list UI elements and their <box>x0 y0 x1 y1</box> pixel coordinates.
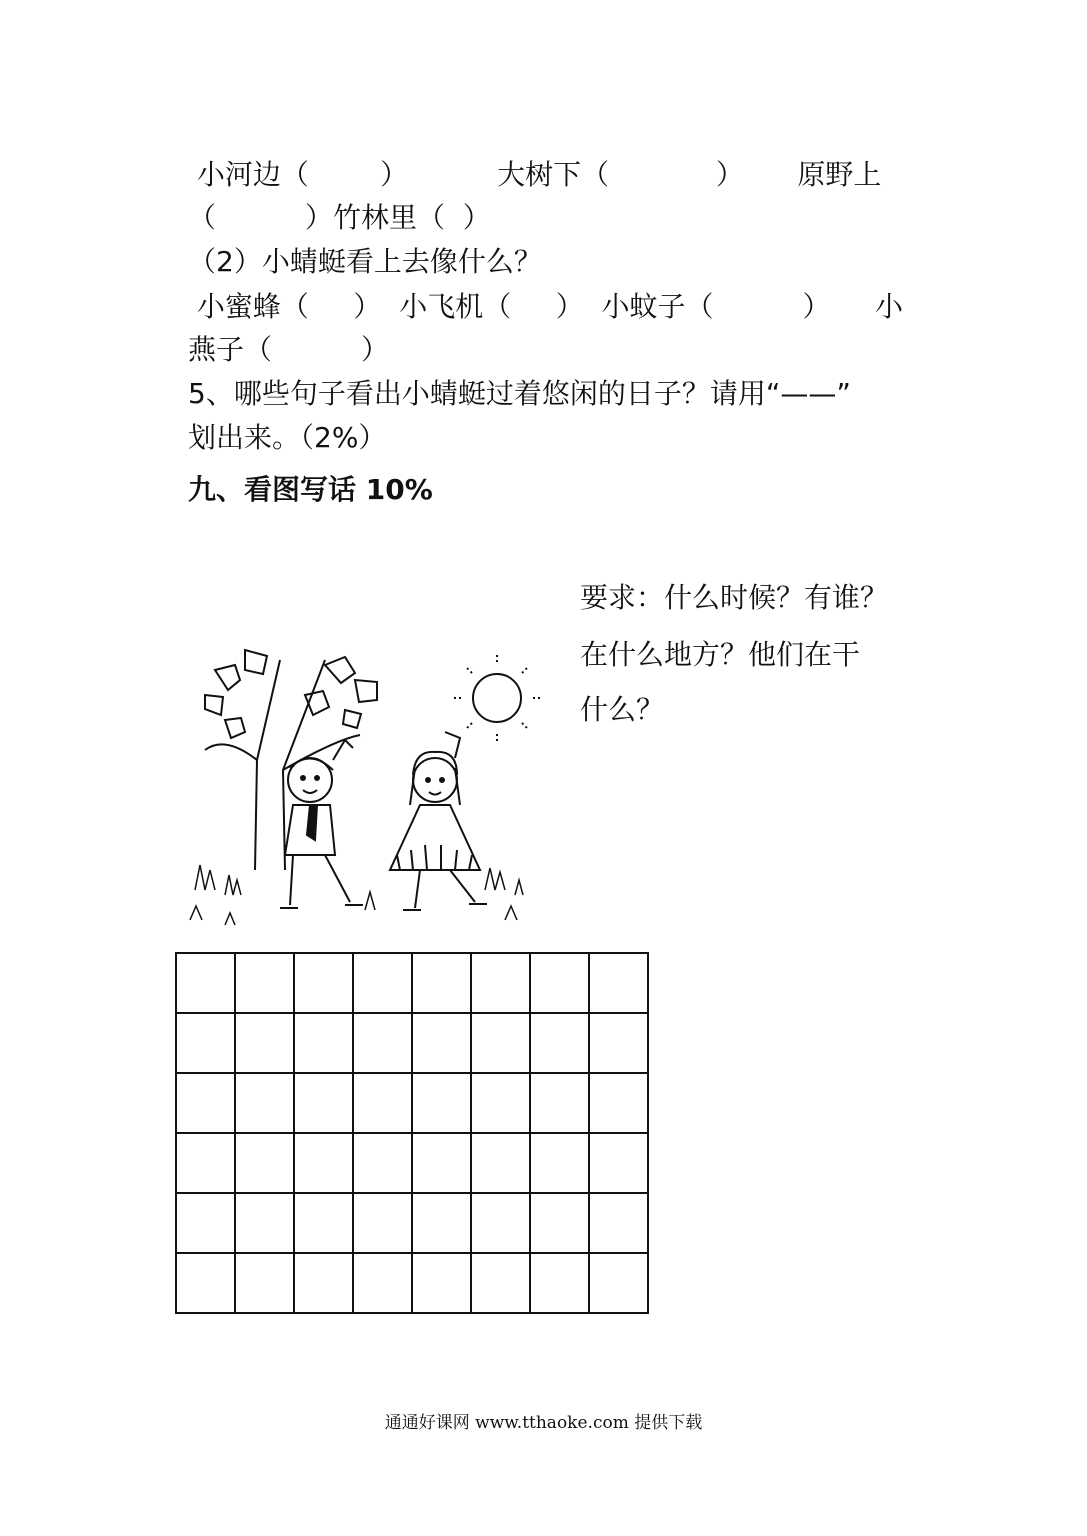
grid-cell[interactable] <box>530 1073 589 1133</box>
grid-cell[interactable] <box>235 1013 294 1073</box>
grid-cell[interactable] <box>294 1193 353 1253</box>
q4-part2-line1: 小蜜蜂（ ） 小飞机（ ） 小蚊子（ ） 小 <box>188 290 904 323</box>
grid-cell[interactable] <box>235 1193 294 1253</box>
grid-cell[interactable] <box>353 1013 412 1073</box>
grid-cell[interactable] <box>294 1073 353 1133</box>
grid-cell[interactable] <box>471 1133 530 1193</box>
grid-cell[interactable] <box>412 1073 471 1133</box>
grid-cell[interactable] <box>176 953 235 1013</box>
grid-cell[interactable] <box>412 953 471 1013</box>
grid-cell[interactable] <box>176 1253 235 1313</box>
grid-cell[interactable] <box>471 953 530 1013</box>
requirement-line-1: 要求：什么时候？有谁？ <box>580 581 889 614</box>
grid-cell[interactable] <box>412 1013 471 1073</box>
grid-cell[interactable] <box>176 1193 235 1253</box>
grid-cell[interactable] <box>294 953 353 1013</box>
grid-cell[interactable] <box>353 1193 412 1253</box>
grid-cell[interactable] <box>235 1253 294 1313</box>
grid-row <box>176 1133 648 1193</box>
girl-figure <box>390 732 487 910</box>
grid-cell[interactable] <box>235 953 294 1013</box>
grid-cell[interactable] <box>294 1013 353 1073</box>
grass-icon <box>190 865 523 925</box>
q5-line1: 5、哪些句子看出小蜻蜓过着悠闲的日子？请用“——” <box>188 377 851 410</box>
grid-row <box>176 1193 648 1253</box>
grid-cell[interactable] <box>589 953 648 1013</box>
grid-cell[interactable] <box>235 1133 294 1193</box>
footer-text: 通通好课网 www.tthaoke.com 提供下载 <box>384 1413 703 1433</box>
q4-part1-line1: 小河边（ ） 大树下（ ） 原野上 <box>188 158 882 191</box>
grid-cell[interactable] <box>412 1193 471 1253</box>
grid-cell[interactable] <box>412 1133 471 1193</box>
grid-cell[interactable] <box>294 1133 353 1193</box>
grid-cell[interactable] <box>471 1073 530 1133</box>
grid-cell[interactable] <box>589 1253 648 1313</box>
boy-figure <box>280 740 363 908</box>
grid-cell[interactable] <box>353 1073 412 1133</box>
grid-cell[interactable] <box>471 1193 530 1253</box>
grid-cell[interactable] <box>530 1193 589 1253</box>
grid-cell[interactable] <box>353 1253 412 1313</box>
writing-grid <box>175 952 649 1314</box>
q5-line2: 划出来。（2%） <box>188 421 387 454</box>
grid-cell[interactable] <box>353 1133 412 1193</box>
grid-cell[interactable] <box>589 1013 648 1073</box>
sun-icon <box>453 654 541 742</box>
section9-heading: 九、看图写话 10% <box>188 473 433 506</box>
grid-cell[interactable] <box>589 1133 648 1193</box>
q4-part2-question: （2）小蜻蜓看上去像什么？ <box>188 245 542 278</box>
q4-part2-line2: 燕子（ ） <box>188 333 390 366</box>
grid-cell[interactable] <box>176 1133 235 1193</box>
grid-cell[interactable] <box>471 1013 530 1073</box>
grid-cell[interactable] <box>353 953 412 1013</box>
grid-cell[interactable] <box>471 1253 530 1313</box>
picture-illustration <box>185 640 555 950</box>
grid-cell[interactable] <box>589 1193 648 1253</box>
grid-cell[interactable] <box>235 1073 294 1133</box>
grid-row <box>176 953 648 1013</box>
grid-cell[interactable] <box>176 1073 235 1133</box>
grid-cell[interactable] <box>412 1253 471 1313</box>
grid-row <box>176 1073 648 1133</box>
requirement-line-3: 什么？ <box>580 693 665 726</box>
grid-row <box>176 1013 648 1073</box>
requirement-line-2: 在什么地方？他们在干 <box>580 638 861 671</box>
grid-row <box>176 1253 648 1313</box>
grid-cell[interactable] <box>176 1013 235 1073</box>
grid-cell[interactable] <box>589 1073 648 1133</box>
grid-cell[interactable] <box>530 1133 589 1193</box>
grid-cell[interactable] <box>294 1253 353 1313</box>
q4-part1-line2: （ ）竹林里（ ） <box>188 201 491 234</box>
grid-cell[interactable] <box>530 953 589 1013</box>
tree-icon <box>205 650 377 870</box>
grid-cell[interactable] <box>530 1253 589 1313</box>
grid-cell[interactable] <box>530 1013 589 1073</box>
